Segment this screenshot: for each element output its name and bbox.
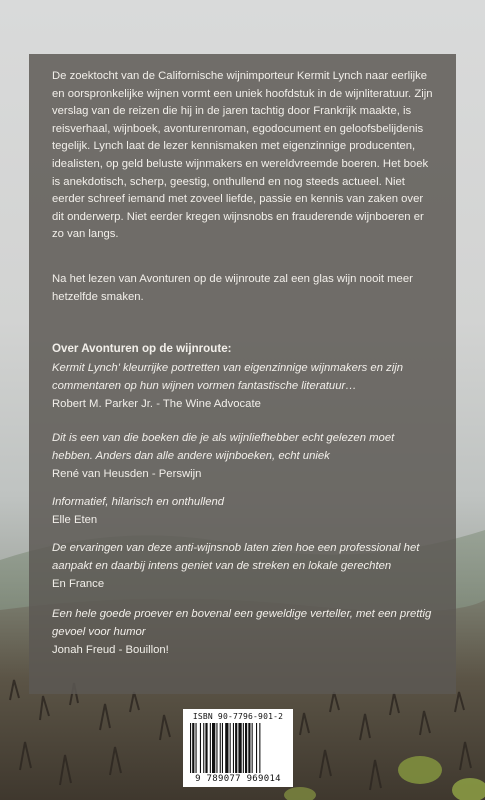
ean-digits: 9 789077 969014 [195,774,281,784]
review-source: En France [52,578,105,590]
review-source: Jonah Freud - Bouillon! [52,644,169,656]
review-source: Elle Eten [52,514,98,526]
review-source: Robert M. Parker Jr. - The Wine Advocate [52,398,261,410]
review-source: René van Heusden - Perswijn [52,468,202,480]
reviews-heading: Over Avonturen op de wijnroute: [52,342,232,355]
isbn-label: ISBN 90-7796-901-2 [192,712,284,721]
review-quote: Een hele goede proever en bovenal een geweldige verteller, met een prettig gevoel voor humor [52,608,432,638]
review-quote: Kermit Lynch' kleurrijke portretten van eigenzinnige wijnmakers en zijn commentaren op hun wijnen vormen fantastische literatuur… [52,362,404,392]
description-text: De zoektocht van de Californische wijnimporteur Kermit Lynch naar eerlijke en oorspronkelijke wijnen vormt een uniek hoofdstuk in de wijnliteratuur. Zijn verslag van de reizen die hij in de jaren tachtig door Frankrijk maakte, is reisverhaal, wijnboek, avonturenroman, egodocument en geloofsbelijdenis tegelijk. Lynch laat de lezer kennismaken met eigenzinnige producenten, idealisten, op geld beluste wijnmakers en wereldvreemde boeren. Het boek is anekdotisch, scherp, geestig, onthullend en nog steeds actueel. Niet eerder schreef iemand met zoveel liefde, passie en kennis van zaken over dit onderwerp. Niet eerder kregen wijnsnobs en frauderende wijnboeren er zo van langs. [52,70,433,241]
review-quote: Informatief, hilarisch en onthullend [52,496,225,508]
closing-text: Na het lezen van Avonturen op de wijnroute zal een glas wijn nooit meer hetzelfde smaken. [52,273,413,303]
review-quote: De ervaringen van deze anti-wijnsnob laten zien hoe een professional het aanpakt en daarbij intens geniet van de streken en lokale gerechten [52,542,420,572]
barcode-bars [190,723,286,773]
review-quote: Dit is een van die boeken die je als wijnliefhebber echt gelezen moet hebben. Anders dan alle andere wijnboeken, echt uniek [52,432,395,462]
barcode-label [183,709,293,787]
